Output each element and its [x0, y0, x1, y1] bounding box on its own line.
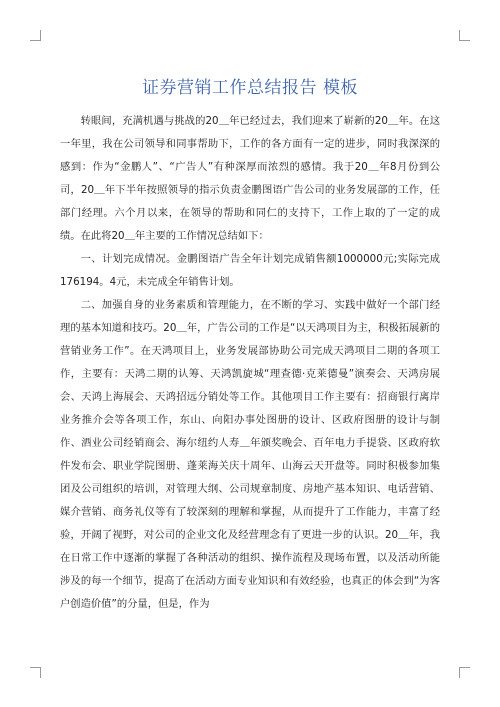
crop-mark-bottom-left — [30, 667, 41, 678]
paragraph-intro: 转眼间，充满机遇与挑战的20＿年已经过去，我们迎来了崭新的20＿年。在这一年里，我在公司领导和同事帮助下，工作的各方面有一定的进步，同时我深深的感到：作为“金鹏人”、“广告人”有种深厚而浓烈的感情。我于20＿年8月份到公司，20＿年下半年按照领导的指示负责金鹏图语广告公司的业务发展部的工作，任部门经理。六个月以来，在领导的帮助和同仁的支持下，工作上取的了一定的成绩。在此将20＿年主要的工作情况总结如下： — [60, 115, 440, 242]
crop-mark-top-right — [459, 30, 470, 41]
paragraph-skills-management: 二、加强自身的业务素质和管理能力，在不断的学习、实践中做好一个部门经理的基本知道和技巧。20＿年，广告公司的工作是“以天鸿项目为主，积极拓展新的营销业务工作”。在天鸿项目上，业务发展部协助公司完成天鸿项目二期的各项工作，主要有：天鸿二期的认筹、天鸿凯旋城“理查德·克莱德曼”演奏会、天鸿房展会、天鸿上海展会、天鸿招远分销处等工作。其他项目工作主要有：招商银行离岸业务推介会等各项工作，东山、向阳办事处图册的设计、区政府图册的设计与制作、酒业公司经销商会、海尔纽约人寿＿年颁奖晚会、百年电力手提袋、区政府软件发布会、职业学院图册、蓬莱海关庆十周年、山海云天开盘等。同时积极参加集团及公司组织的培训，对管理大纲、公司规章制度、房地产基本知识、电话营销、媒介营销、商务礼仪等有了较深刻的理解和掌握，从而提升了工作能力，丰富了经验，开阔了视野，对公司的企业文化及经营理念有了更进一步的认识。20＿年，我在日常工作中逐渐的掌握了各种活动的组织、操作流程及现场布置，以及活动所能涉及的每一个细节，提高了在活动方面专业知识和有效经验，也真正的体会到“为客户创造价值”的分量，但是，作为 — [60, 299, 440, 610]
crop-mark-bottom-right — [459, 667, 470, 678]
document-body — [60, 110, 440, 616]
crop-mark-top-left — [30, 30, 41, 41]
document-title: 证券营销工作总结报告 模板 — [142, 78, 358, 99]
paragraph-plan-completion: 一、计划完成情况。金鹏图语广告全年计划完成销售额1000000元;实际完成176194。4元，未完成全年销售计划。 — [60, 253, 440, 288]
